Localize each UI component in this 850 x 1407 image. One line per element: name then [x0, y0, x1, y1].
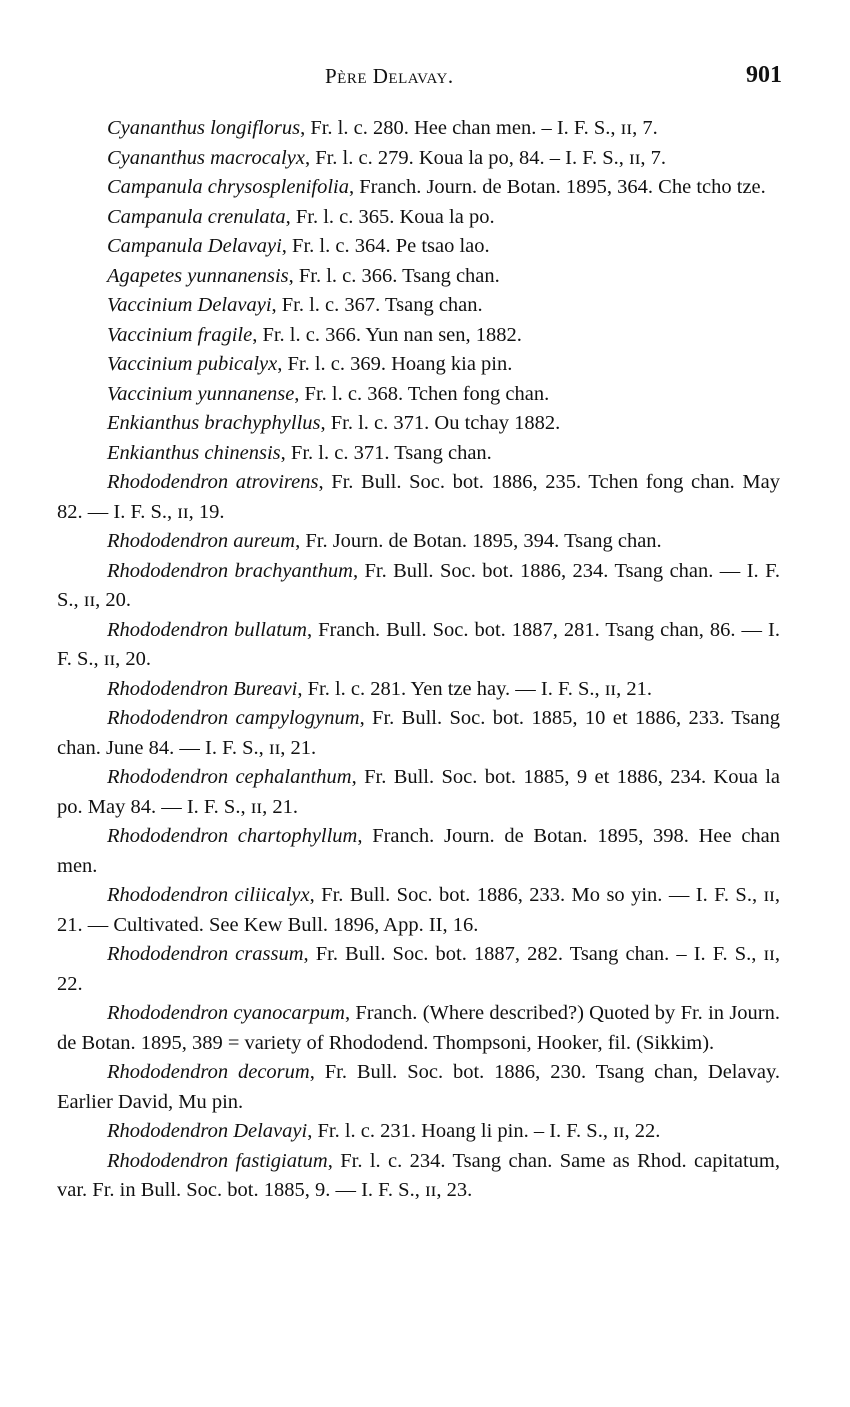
- entry: [57, 881, 780, 940]
- entry-text: , Fr. Bull. Soc. bot. 1886, 234. Tsang chan. — I. F. S., ɪɪ, 20.: [57, 559, 780, 611]
- species-name: Rhododendron ciliicalyx: [107, 884, 310, 906]
- species-name: Vaccinium pubicalyx: [107, 353, 278, 375]
- entry-text: , Fr. l. c. 369. Hoang kia pin.: [277, 353, 513, 375]
- species-name: Campanula crenulata: [107, 205, 286, 228]
- species-name: Rhododendron cephalanthum: [107, 766, 352, 788]
- entry: [57, 1058, 780, 1117]
- entry-text: , Fr. l. c. 371. Ou tchay 1882.: [320, 412, 561, 434]
- entry-text: , Fr. l. c. 366. Yun nan sen, 1882.: [252, 323, 522, 346]
- species-name: Enkianthus chinensis: [107, 441, 281, 464]
- entry: [57, 144, 780, 174]
- running-title: Père Delavay.: [325, 64, 454, 88]
- entry: [57, 173, 780, 203]
- entry-text: , Franch. Journ. de Botan. 1895, 398. Hee chan men.: [57, 825, 781, 877]
- entry-text: , Fr. l. c. 231. Hoang li pin. – I. F. S., ɪɪ, 22.: [307, 1120, 661, 1142]
- entry: [57, 232, 780, 262]
- species-name: Rhododendron Bureavi: [107, 677, 298, 700]
- entry: [57, 822, 780, 881]
- entry: [57, 616, 780, 675]
- entry: [57, 468, 780, 527]
- species-name: Agapetes yunnanensis: [107, 264, 289, 287]
- entry-text: , Fr. l. c. 281. Yen tze hay. — I. F. S., ɪɪ, 21.: [297, 677, 653, 700]
- species-name: Rhododendron cyanocarpum: [107, 1002, 345, 1024]
- entry-text: , Fr. l. c. 365. Koua la po.: [285, 205, 495, 228]
- entry: [57, 380, 780, 410]
- species-name: Enkianthus brachyphyllus: [107, 412, 321, 434]
- species-name: Rhododendron bullatum: [107, 618, 307, 641]
- entry: [57, 262, 780, 292]
- entry-text: , Franch. Bull. Soc. bot. 1887, 281. Tsang chan, 86. — I. F. S., ɪɪ, 20.: [57, 618, 780, 670]
- entry-text: , Fr. Journ. de Botan. 1895, 394. Tsang chan.: [295, 530, 662, 552]
- species-name: Rhododendron fastigiatum: [107, 1149, 328, 1172]
- species-name: Rhododendron crassum: [107, 943, 304, 965]
- entry: [57, 675, 780, 705]
- species-name: Rhododendron brachyanthum: [107, 559, 353, 582]
- entry-text: , Fr. l. c. 234. Tsang chan. Same as Rhod. capitatum, var. Fr. in Bull. Soc. bot. 1885, 9. — I. F. S., ɪɪ, 23.: [57, 1149, 780, 1201]
- species-name: Cyananthus longiflorus: [107, 117, 301, 139]
- species-name: Rhododendron chartophyllum: [107, 825, 358, 847]
- species-name: Vaccinium Delavayi: [107, 294, 272, 316]
- species-name: Rhododendron aureum: [107, 530, 296, 552]
- entry: [57, 203, 780, 233]
- species-name: Rhododendron atrovirens: [107, 471, 319, 493]
- entry: [57, 940, 780, 999]
- species-name: Cyananthus macrocalyx: [107, 146, 305, 169]
- entry-text: , Fr. Bull. Soc. bot. 1885, 10 et 1886, 233. Tsang chan. June 84. — I. F. S., ɪɪ, 21.: [57, 707, 780, 759]
- species-name: Campanula chrysosplenifolia: [107, 176, 350, 198]
- entry: [57, 763, 780, 822]
- entry: [57, 409, 780, 439]
- entry-text: , Fr. l. c. 364. Pe tsao lao.: [281, 235, 490, 257]
- entry-text: , Fr. l. c. 279. Koua la po, 84. – I. F. S., ɪɪ, 7.: [304, 146, 667, 169]
- species-name: Rhododendron campylogynum: [107, 707, 360, 729]
- entry-text: , Fr. l. c. 371. Tsang chan.: [280, 441, 492, 464]
- entry-text: , Fr. Bull. Soc. bot. 1886, 233. Mo so yin. — I. F. S., ɪɪ, 21. — Cultivated. See Kew Bull. 1896, App. II, 16.: [57, 884, 780, 936]
- entry-text: , Fr. l. c. 367. Tsang chan.: [271, 294, 483, 316]
- entry: [57, 704, 780, 763]
- page-body: [57, 114, 780, 1206]
- species-name: Vaccinium fragile: [107, 323, 253, 346]
- page-number: 901: [746, 62, 782, 88]
- species-name: Rhododendron decorum: [107, 1061, 310, 1083]
- entry-text: , Fr. l. c. 280. Hee chan men. – I. F. S., ɪɪ, 7.: [300, 117, 658, 139]
- entry: [57, 114, 780, 144]
- entry: [57, 439, 780, 469]
- page-header: [0, 62, 850, 96]
- entry: [57, 321, 780, 351]
- entry-text: , Fr. Bull. Soc. bot. 1886, 235. Tchen fong chan. May 82. — I. F. S., ɪɪ, 19.: [57, 471, 780, 523]
- entry: [57, 527, 780, 557]
- entry: [57, 557, 780, 616]
- entry: [57, 999, 780, 1058]
- entry-text: , Fr. Bull. Soc. bot. 1887, 282. Tsang chan. – I. F. S., ɪɪ, 22.: [57, 943, 780, 995]
- entry: [57, 350, 780, 380]
- entry-text: , Fr. l. c. 368. Tchen fong chan.: [294, 382, 550, 405]
- species-name: Rhododendron Delavayi: [107, 1120, 308, 1142]
- entry-text: , Fr. Bull. Soc. bot. 1885, 9 et 1886, 234. Koua la po. May 84. — I. F. S., ɪɪ, 21.: [57, 766, 780, 818]
- entry-text: , Franch. (Where described?) Quoted by Fr. in Journ. de Botan. 1895, 389 = variety of Rhododend. Thompsoni, Hooker, fil. (Sikkim).: [57, 1002, 780, 1054]
- species-name: Campanula Delavayi: [107, 235, 282, 257]
- species-name: Vaccinium yunnanense: [107, 382, 295, 405]
- entry-text: , Fr. Bull. Soc. bot. 1886, 230. Tsang chan, Delavay. Earlier David, Mu pin.: [57, 1061, 780, 1113]
- entry-text: , Fr. l. c. 366. Tsang chan.: [288, 264, 500, 287]
- entry: [57, 1147, 780, 1206]
- entry: [57, 1117, 780, 1147]
- entry: [57, 291, 780, 321]
- entry-text: , Franch. Journ. de Botan. 1895, 364. Che tcho tze.: [349, 176, 766, 198]
